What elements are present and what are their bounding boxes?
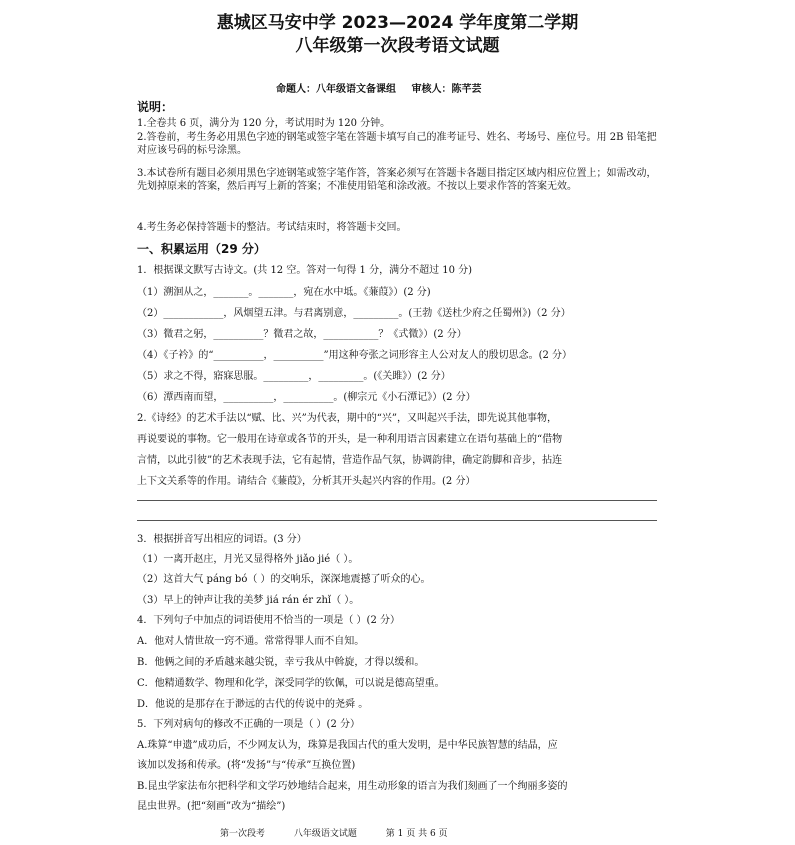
question-5-option-a: 该加以发扬和传承。(将“发扬”与“传承”互换位置)	[137, 760, 356, 771]
question-5-option-b: 昆虫世界。(把“刻画”改为“描绘”)	[137, 801, 286, 812]
exam-title-line1: 惠城区马安中学 2023—2024 学年度第二学期	[216, 13, 579, 33]
question-1-stem: 1．根据课文默写古诗文。(共 12 空。答对一句得 1 分，满分不超过 10 分)	[137, 265, 473, 276]
question-4-stem: 4．下列句子中加点的词语使用不恰当的一项是（ ）(2 分）	[137, 615, 400, 626]
question-1-line: （1）溯洄从之，_______。_______，宛在水中坻。《蒹葭》）(2 分)	[137, 287, 431, 298]
question-1-line: （2）____________，风烟望五津。与君离别意，_________。(王勃《送杜少府之任蜀州》)（2 分）	[137, 308, 571, 319]
answer-line	[137, 520, 657, 521]
page-footer	[220, 826, 448, 839]
notes-heading: 说明：	[137, 100, 174, 114]
exam-title-line2: 八年级第一次段考语文试题	[295, 36, 500, 56]
question-5-option-b: B.昆虫学家法布尔把科学和文学巧妙地结合起来，用生动形象的语言为我们刻画了一个绚丽多姿的	[137, 781, 568, 792]
question-1-line: （4）《子衿》的“__________，__________”用这种夸张之词形容主人公对友人的殷切思念。(2 分）	[137, 350, 573, 361]
question-1-line: （5）求之不得，寤寐思服。_________，_________。(《关雎》）(2 分）	[137, 371, 451, 382]
note-item: 1.全卷共 6 页，满分为 120 分，考试用时为 120 分钟。	[137, 118, 391, 129]
question-5-option-a: A.珠算“申遗”成功后，不少网友认为，珠算是我国古代的重大发明，是中华民族智慧的结晶，应	[137, 740, 558, 751]
question-2-line: 言情，以此引彼”的艺术表现手法，它有起情，营造作品气氛，协调韵律，确定韵脚和音步，拈连	[137, 455, 563, 466]
question-1-line: （3）微君之躬，__________？微君之故，___________？《式微》）(2 分）	[137, 329, 467, 340]
question-3-line: （3）早上的钟声让我的美梦 jiá rán ér zhǐ（ ）。	[137, 595, 360, 606]
question-4-option: B．他俩之间的矛盾越来越尖锐，幸亏我从中斡旋，才得以缓和。	[137, 657, 425, 668]
question-2-line: 上下文关系等的作用。请结合《蒹葭》，分析其开头起兴内容的作用。(2 分）	[137, 476, 476, 487]
note-item: 2.答卷前，考生务必用黑色字迹的钢笔或签字笔在答题卡填写自己的准考证号、姓名、考场号、座位号。用 2B 铅笔把对应该号码的标号涂黑。	[137, 132, 657, 156]
reviewer: 审核人：陈芊芸	[411, 84, 482, 95]
author: 命题人：八年级语文备课组	[276, 84, 396, 95]
question-4-option: A．他对人情世故一窍不通。常常得罪人而不自知。	[137, 636, 365, 647]
question-2-line: 2.《诗经》的艺术手法以“赋、比、兴”为代表，期中的“兴”，又叫起兴手法，即先说其他事物，	[137, 413, 557, 424]
section-heading: 一、积累运用（29 分）	[137, 242, 266, 256]
footer-page-number: 第 1 页 共 6 页	[385, 829, 448, 839]
answer-line	[137, 500, 657, 501]
question-4-option: D．他说的是那存在于渺远的古代的传说中的尧舜 。	[137, 699, 369, 710]
question-1-line: （6）潭西南而望，__________，__________。(柳宗元《小石潭记》）(2 分）	[137, 392, 476, 403]
question-3-line: （1）一离开赵庄，月光又显得格外 jiǎo jié（ ）。	[137, 554, 359, 565]
question-3-stem: 3．根据拼音写出相应的词语。(3 分）	[137, 534, 307, 545]
note-item: 3.本试卷所有题目必须用黑色字迹钢笔或签字笔作答，答案必须写在答题卡各题目指定区域内相应位置上；如需改动，先划掉原来的答案，然后再写上新的答案；不准使用铅笔和涂改液。不按以上要求作答的答案无效。	[137, 168, 657, 192]
note-item: 4.考生务必保持答题卡的整洁。考试结束时，将答题卡交回。	[137, 222, 407, 233]
question-4-option: C．他精通数学、物理和化学，深受同学的钦佩，可以说是德高望重。	[137, 678, 445, 689]
author-line	[276, 80, 481, 95]
footer-subject: 八年级语文试题	[293, 829, 357, 839]
question-2-line: 再说要说的事物。它一般用在诗章或各节的开头，是一种利用语言因素建立在语句基础上的“借物	[137, 434, 563, 445]
question-5-stem: 5．下列对病句的修改不正确的一项是（ ）(2 分）	[137, 719, 360, 730]
footer-exam: 第一次段考	[220, 829, 266, 839]
question-3-line: （2）这首大气 páng bó（ ）的交响乐，深深地震撼了听众的心。	[137, 574, 431, 585]
